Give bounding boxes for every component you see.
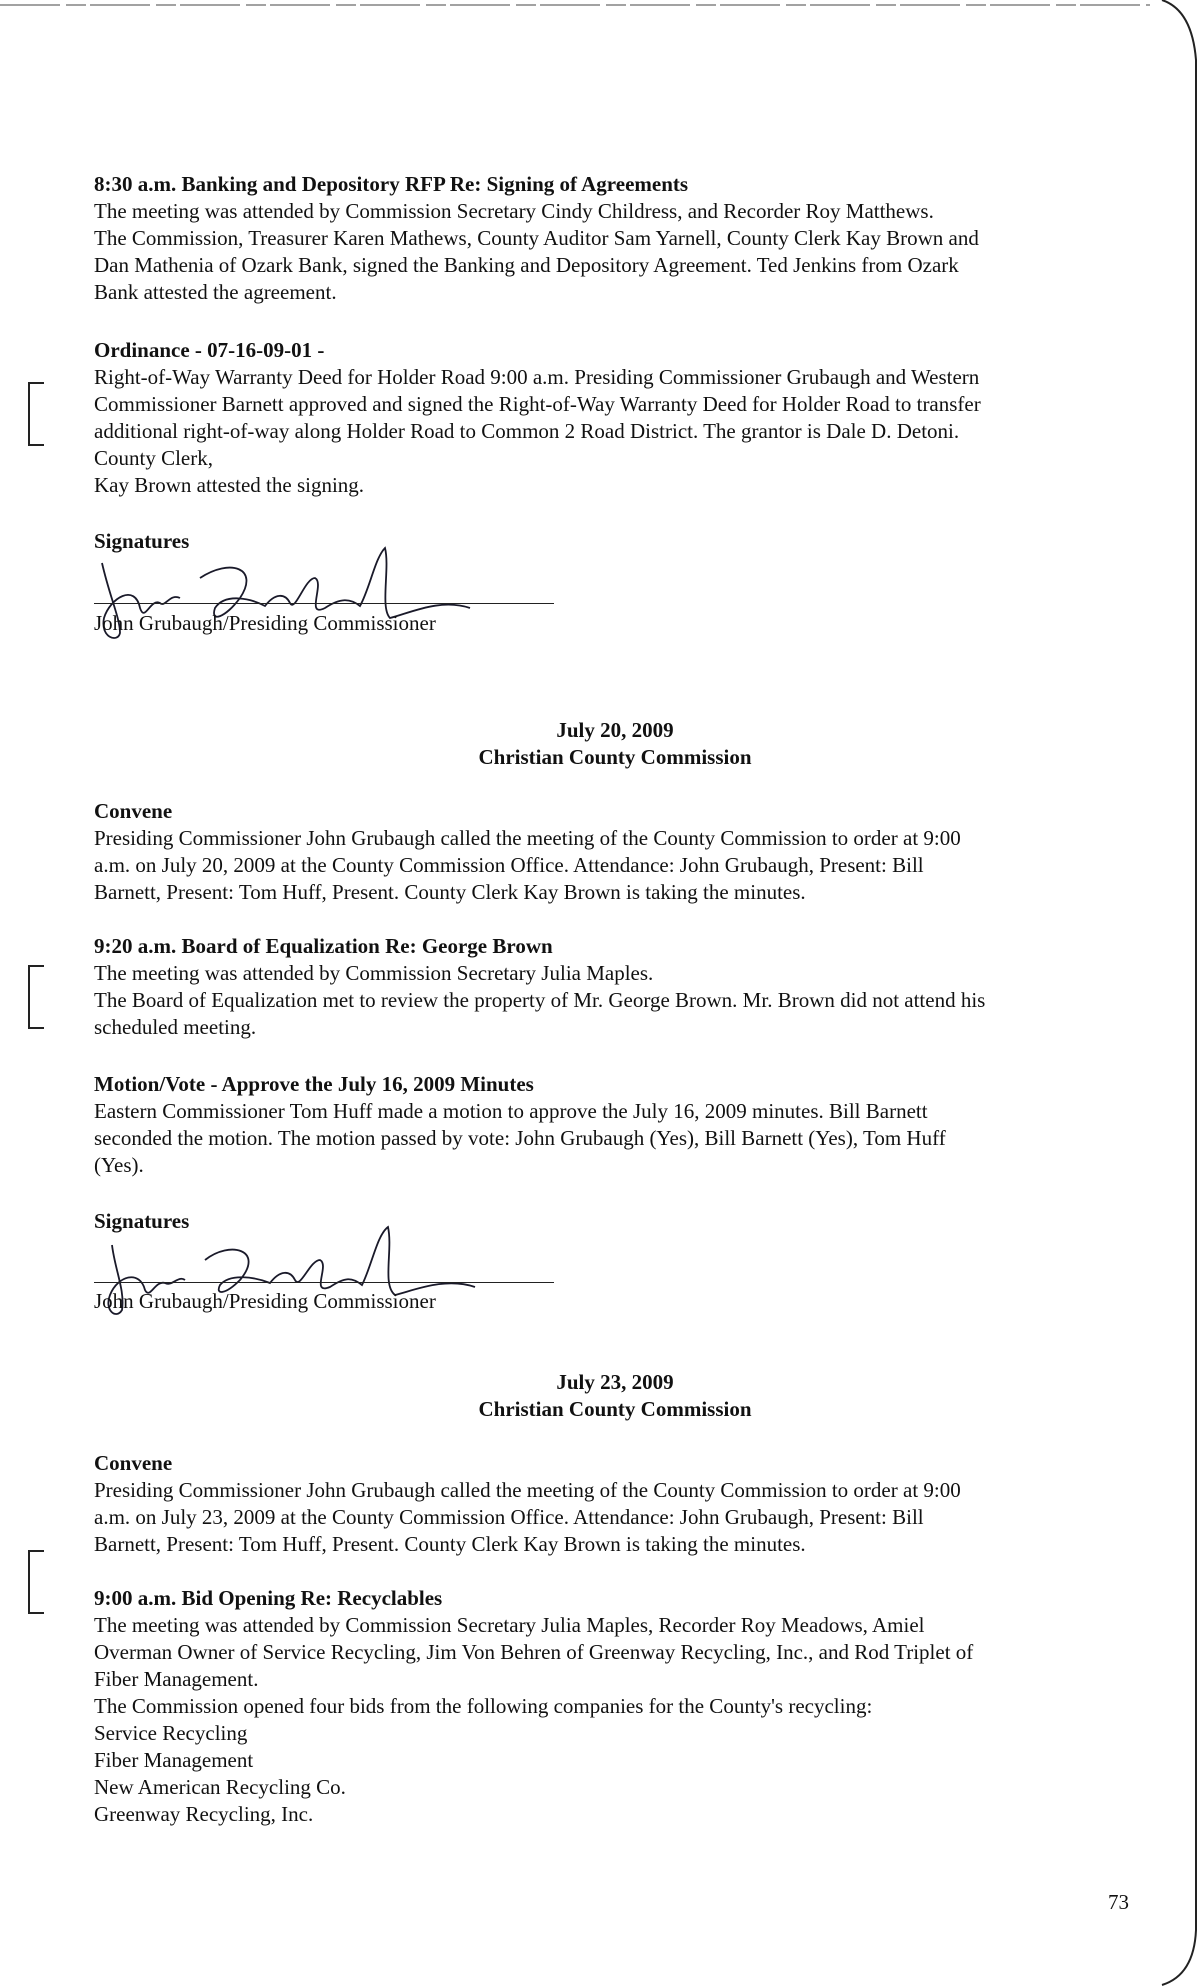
signature-line (94, 1282, 554, 1283)
paragraph-line: a.m. on July 20, 2009 at the County Commission Office. Attendance: John Grubaugh, Present: Bill (94, 853, 924, 877)
margin-bracket (28, 382, 44, 446)
section-heading: Convene (94, 1451, 173, 1475)
list-item: Service Recycling (94, 1721, 248, 1745)
paragraph-line: The meeting was attended by Commission Secretary Cindy Childress, and Recorder Roy Matthews. (94, 199, 934, 223)
page-edge-right (1160, 0, 1200, 1988)
paragraph-line: Commissioner Barnett approved and signed the Right-of-Way Warranty Deed for Holder Road to transfer (94, 392, 981, 416)
paragraph-line: The meeting was attended by Commission Secretary Julia Maples, Recorder Roy Meadows, Amiel (94, 1613, 925, 1637)
paragraph-line: Right-of-Way Warranty Deed for Holder Road 9:00 a.m. Presiding Commissioner Grubaugh and Western (94, 365, 980, 389)
section-heading: Ordinance - 07-16-09-01 - (94, 338, 325, 362)
signatures-heading: Signatures (94, 1209, 190, 1233)
paragraph-line: a.m. on July 23, 2009 at the County Commission Office. Attendance: John Grubaugh, Present: Bill (94, 1505, 924, 1529)
paragraph-line: scheduled meeting. (94, 1015, 257, 1039)
section-heading: 8:30 a.m. Banking and Depository RFP Re: Signing of Agreements (94, 172, 689, 196)
meeting-organization: Christian County Commission (478, 745, 752, 769)
meeting-date: July 23, 2009 (556, 1370, 674, 1394)
paragraph-line: Overman Owner of Service Recycling, Jim Von Behren of Greenway Recycling, Inc., and Rod Triplet of (94, 1640, 974, 1664)
paragraph-line: County Clerk, (94, 446, 213, 470)
section-heading: 9:00 a.m. Bid Opening Re: Recyclables (94, 1586, 443, 1610)
paragraph-line: Presiding Commissioner John Grubaugh called the meeting of the County Commission to order at 9:00 (94, 826, 961, 850)
paragraph-line: Dan Mathenia of Ozark Bank, signed the Banking and Depository Agreement. Ted Jenkins from Ozark (94, 253, 959, 277)
meeting-date: July 20, 2009 (556, 718, 674, 742)
paragraph-line: The Commission opened four bids from the following companies for the County's recycling: (94, 1694, 873, 1718)
section-heading: Convene (94, 799, 173, 823)
section-heading: Motion/Vote - Approve the July 16, 2009 Minutes (94, 1072, 534, 1096)
list-item: New American Recycling Co. (94, 1775, 346, 1799)
convene-section (94, 798, 1094, 906)
ordinance-section (94, 337, 1094, 499)
margin-bracket (28, 965, 44, 1029)
paragraph-line: The Board of Equalization met to review the property of Mr. George Brown. Mr. Brown did not attend his (94, 988, 986, 1012)
list-item: Fiber Management (94, 1748, 254, 1772)
paragraph-line: Eastern Commissioner Tom Huff made a motion to approve the July 16, 2009 minutes. Bill Barnett (94, 1099, 928, 1123)
paragraph-line: additional right-of-way along Holder Road to Common 2 Road District. The grantor is Dale D. Detoni. (94, 419, 960, 443)
paragraph-line: (Yes). (94, 1153, 144, 1177)
paragraph-line: Bank attested the agreement. (94, 280, 337, 304)
motion-section (94, 1071, 1094, 1179)
meeting-organization: Christian County Commission (478, 1397, 752, 1421)
paragraph-line: Kay Brown attested the signing. (94, 473, 365, 497)
paragraph-line: seconded the motion. The motion passed by vote: John Grubaugh (Yes), Bill Barnett (Yes), Tom Huff (94, 1126, 946, 1150)
signature-line (94, 603, 554, 604)
paragraph-line: The Commission, Treasurer Karen Mathews, County Auditor Sam Yarnell, County Clerk Kay Brown and (94, 226, 979, 250)
margin-bracket (28, 1550, 44, 1614)
page-number: 73 (1108, 1890, 1129, 1914)
scan-artifacts (0, 0, 1160, 20)
board-of-equalization-section (94, 933, 1094, 1041)
signature-caption: John Grubaugh/Presiding Commissioner (94, 611, 436, 635)
paragraph-line: Barnett, Present: Tom Huff, Present. County Clerk Kay Brown is taking the minutes. (94, 1532, 806, 1556)
bid-opening-section (94, 1585, 1094, 1828)
convene-section (94, 1450, 1094, 1558)
signature-caption: John Grubaugh/Presiding Commissioner (94, 1289, 436, 1313)
signatures-heading: Signatures (94, 529, 190, 553)
banking-section (94, 171, 1094, 306)
paragraph-line: The meeting was attended by Commission Secretary Julia Maples. (94, 961, 654, 985)
paragraph-line: Fiber Management. (94, 1667, 259, 1691)
paragraph-line: Barnett, Present: Tom Huff, Present. County Clerk Kay Brown is taking the minutes. (94, 880, 806, 904)
list-item: Greenway Recycling, Inc. (94, 1802, 314, 1826)
section-heading: 9:20 a.m. Board of Equalization Re: George Brown (94, 934, 553, 958)
paragraph-line: Presiding Commissioner John Grubaugh called the meeting of the County Commission to order at 9:00 (94, 1478, 961, 1502)
